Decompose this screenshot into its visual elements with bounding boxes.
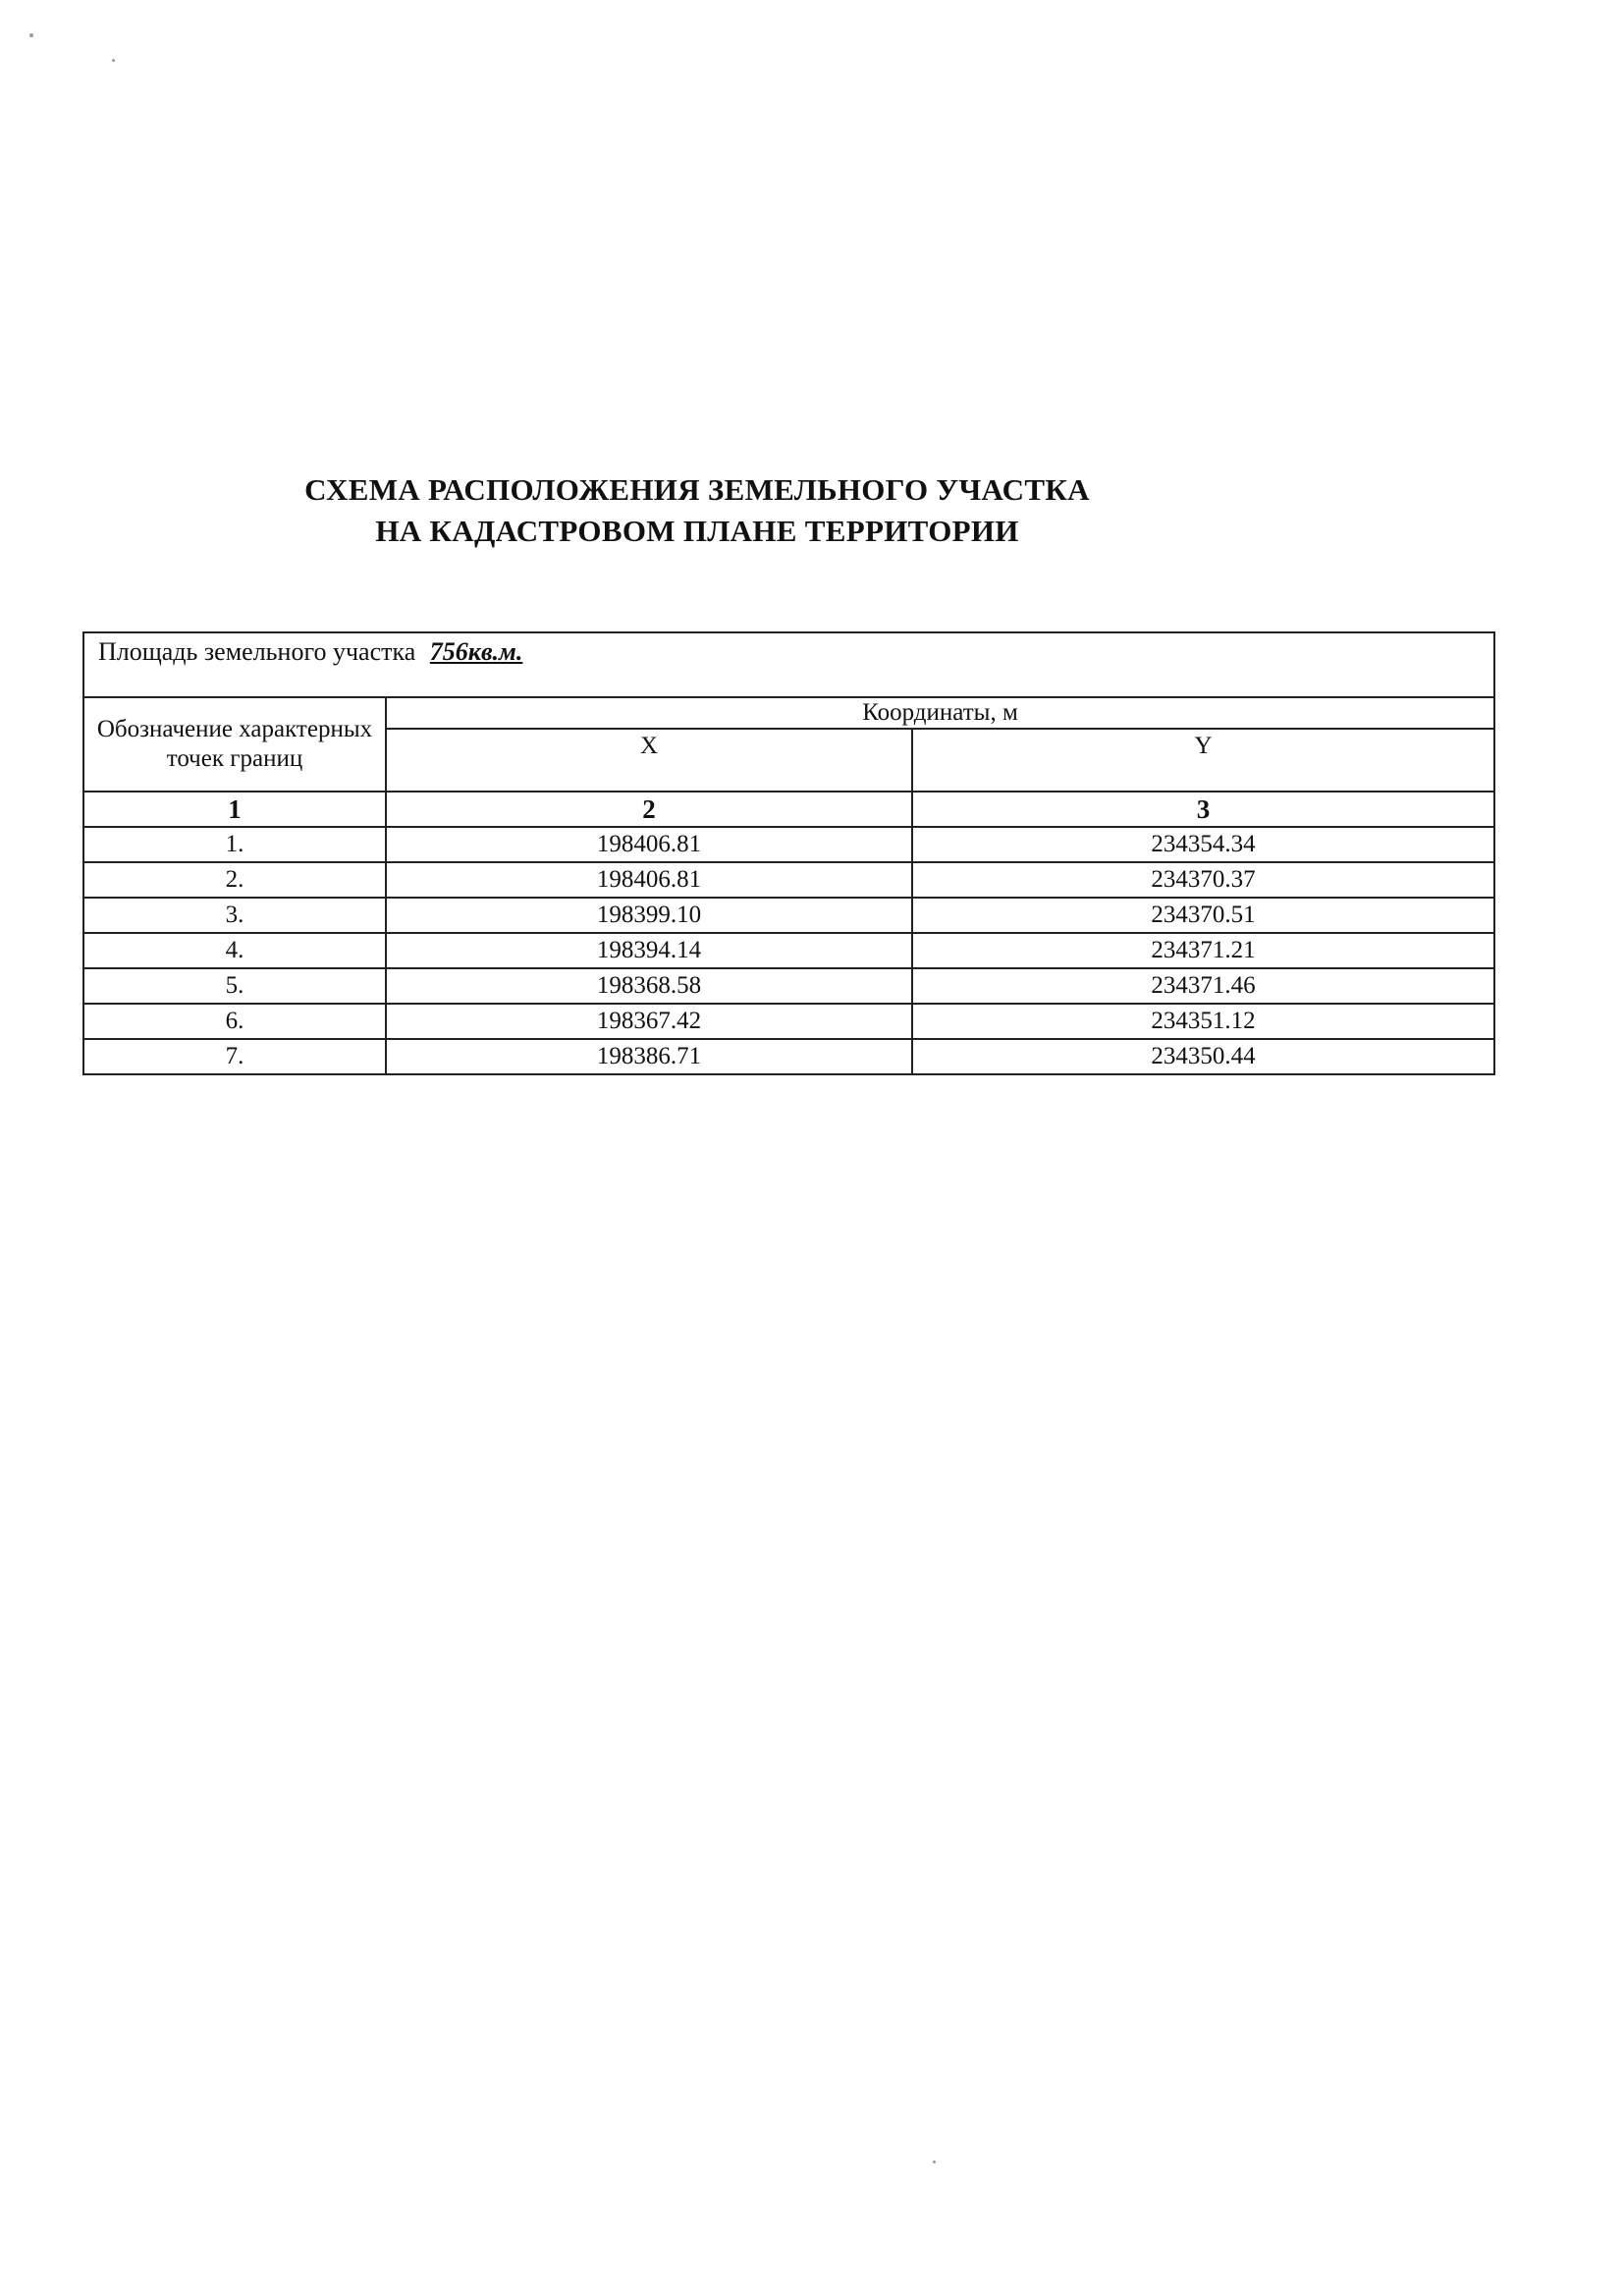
y-coordinate: 234371.46 <box>912 968 1494 1004</box>
column-number: 3 <box>912 792 1494 827</box>
page-title <box>0 469 1394 552</box>
column-number: 2 <box>386 792 912 827</box>
x-coordinate: 198406.81 <box>386 862 912 898</box>
y-coordinate: 234370.51 <box>912 898 1494 933</box>
area-value: 756кв.м. <box>429 637 523 666</box>
y-coordinate: 234370.37 <box>912 862 1494 898</box>
point-number: 5. <box>83 968 386 1004</box>
point-number: 2. <box>83 862 386 898</box>
column-number-row <box>83 792 1494 827</box>
y-coordinate: 234351.12 <box>912 1004 1494 1039</box>
area-row <box>83 632 1494 697</box>
point-number: 1. <box>83 827 386 862</box>
table-row <box>83 1004 1494 1039</box>
x-coordinate: 198386.71 <box>386 1039 912 1074</box>
scan-speck <box>29 33 33 37</box>
x-coordinate: 198399.10 <box>386 898 912 933</box>
table-row <box>83 898 1494 933</box>
table-row <box>83 933 1494 968</box>
y-coordinate: 234354.34 <box>912 827 1494 862</box>
table-row <box>83 1039 1494 1074</box>
coordinates-header: Координаты, м <box>386 697 1494 729</box>
x-header: X <box>386 729 912 792</box>
point-number: 4. <box>83 933 386 968</box>
y-header: Y <box>912 729 1494 792</box>
point-designation-header: Обозначение характерных точек границ <box>83 697 386 792</box>
x-coordinate: 198367.42 <box>386 1004 912 1039</box>
y-coordinate: 234350.44 <box>912 1039 1494 1074</box>
column-number: 1 <box>83 792 386 827</box>
area-label: Площадь земельного участка <box>98 637 416 666</box>
table-row <box>83 827 1494 862</box>
scan-speck <box>933 2160 936 2163</box>
page-title-line-1: СХЕМА РАСПОЛОЖЕНИЯ ЗЕМЕЛЬНОГО УЧАСТКА <box>304 472 1090 507</box>
x-coordinate: 198406.81 <box>386 827 912 862</box>
y-coordinate: 234371.21 <box>912 933 1494 968</box>
page-title-line-2: НА КАДАСТРОВОМ ПЛАНЕ ТЕРРИТОРИИ <box>375 514 1019 548</box>
x-coordinate: 198368.58 <box>386 968 912 1004</box>
point-number: 7. <box>83 1039 386 1074</box>
header-row <box>83 697 1494 729</box>
x-coordinate: 198394.14 <box>386 933 912 968</box>
area-cell <box>83 632 1494 697</box>
point-number: 3. <box>83 898 386 933</box>
coordinates-table <box>82 631 1495 1075</box>
point-number: 6. <box>83 1004 386 1039</box>
table-row <box>83 862 1494 898</box>
table-row <box>83 968 1494 1004</box>
scan-speck <box>112 59 115 62</box>
